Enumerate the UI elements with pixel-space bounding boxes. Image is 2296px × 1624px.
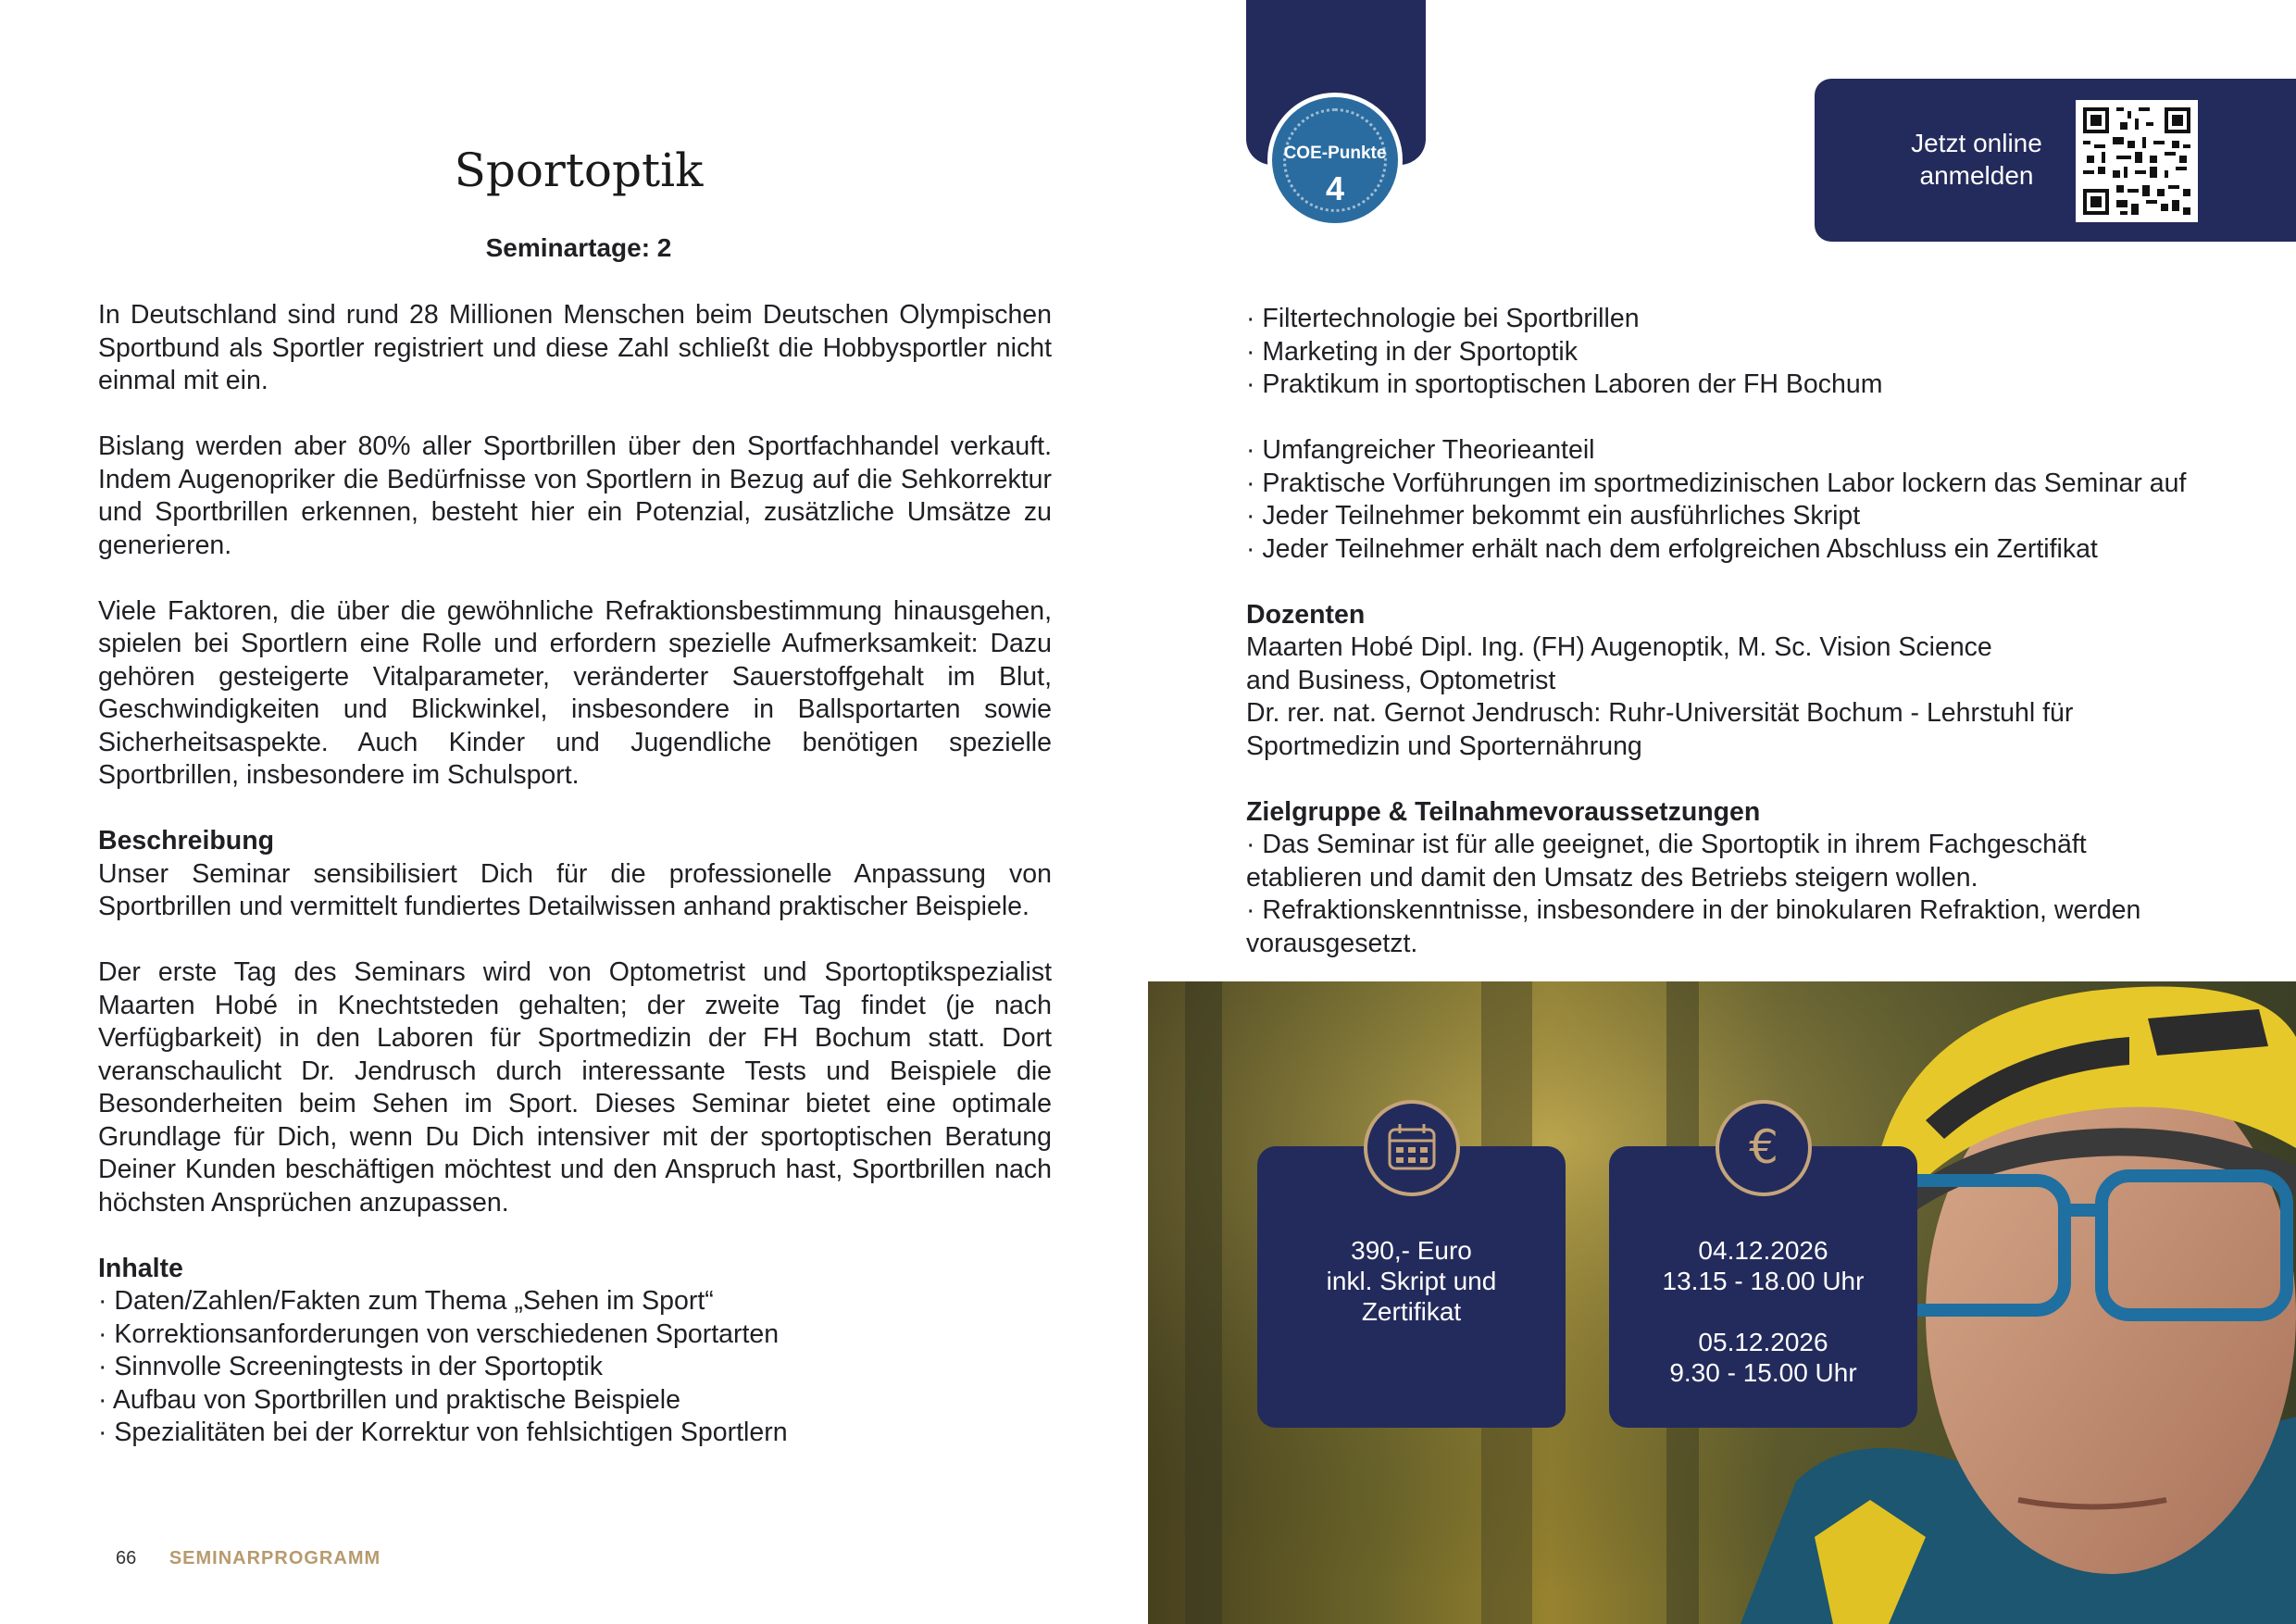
right-text-column bbox=[1246, 303, 2200, 960]
spacer bbox=[1609, 1296, 1917, 1327]
price-line: inkl. Skript und bbox=[1326, 1267, 1497, 1295]
dozenten-section bbox=[1246, 599, 2200, 764]
list-item: · Jeder Teilnehmer bekommt ein ausführliches Skript bbox=[1246, 501, 1861, 531]
seminar-days: Seminartage: 2 bbox=[485, 233, 672, 262]
inhalte-continued bbox=[1246, 303, 2200, 402]
date-line: 04.12.2026 bbox=[1698, 1236, 1828, 1265]
price-text bbox=[1257, 1235, 1566, 1327]
page-title: Sportoptik bbox=[454, 144, 704, 197]
qr-code-icon[interactable] bbox=[2076, 100, 2198, 222]
list-item: · Korrektionsanforderungen von verschiedenen Sportarten bbox=[98, 1318, 780, 1349]
ablauf-paragraph: Der erste Tag des Seminars wird von Optometrist und Sportoptikspezialist Maarten Hobé in Knechtsteden gehalten; der zweite Tag findet (je nach Verfügbarkeit) in den Laboren für Sportmedizin der FH Bochum statt. Dort veranschaulicht Dr. Jendrusch durch interessante Tests und Beispiele die Besonderheiten beim Sehen im Sport. Dieses Seminar bietet eine optimale Grundlage für Dich, wenn Du Dich intensiver mit der sportoptischen Beratung Deiner Kunden beschäftigen möchtest und den Anspruch hast, Sportbrillen nach höchsten Ansprüchen anzupassen. bbox=[98, 957, 1052, 1218]
market-paragraph: Bislang werden aber 80% aller Sportbrillen über den Sportfachhandel verkauft. Indem Augenopriker die Bedürfnisse von Sportlern in Bezug auf die Sehkorrektur und Sportbrillen erkennen, besteht hier ein Potenzial, zusätzliche Umsätze zu generieren. bbox=[98, 431, 1052, 560]
price-line: 390,- Euro bbox=[1351, 1236, 1472, 1265]
dozent-line: Maarten Hobé Dipl. Ing. (FH) Augenoptik, M. Sc. Vision Science bbox=[1246, 632, 1992, 662]
time-line: 9.30 - 15.00 Uhr bbox=[1669, 1358, 1857, 1387]
zielgruppe-heading: Zielgruppe & Teilnahmevoraussetzungen bbox=[1246, 796, 1761, 827]
online-register-box[interactable] bbox=[1815, 79, 2296, 242]
price-line: Zertifikat bbox=[1361, 1297, 1462, 1326]
dozenten-heading: Dozenten bbox=[1246, 599, 1366, 630]
price-card bbox=[1257, 1146, 1566, 1428]
time-line: 13.15 - 18.00 Uhr bbox=[1662, 1267, 1865, 1295]
list-item: · Umfangreicher Theorieanteil bbox=[1246, 435, 1595, 465]
dates-text bbox=[1609, 1235, 1917, 1388]
list-item: · Praktikum in sportoptischen Laboren der FH Bochum bbox=[1246, 369, 1883, 399]
euro-icon bbox=[1716, 1100, 1812, 1196]
register-line: Jetzt online bbox=[1911, 129, 2042, 157]
dozent-line: and Business, Optometrist bbox=[1246, 665, 1556, 695]
coe-value: 4 bbox=[1325, 169, 1345, 207]
list-item: · Marketing in der Sportoptik bbox=[1246, 336, 1578, 367]
coe-label: COE-Punkte bbox=[1283, 144, 1387, 163]
list-item: · Das Seminar ist für alle geeignet, die Sportoptik in ihrem Fachgeschäft etablieren und damit den Umsatz des Betriebs steigern wollen. bbox=[1246, 830, 2087, 893]
inhalte-list bbox=[98, 1285, 1052, 1450]
list-item: · Refraktionskenntnisse, insbesondere in der binokularen Refraktion, werden vorausgesetzt. bbox=[1246, 895, 2141, 958]
dates-card bbox=[1609, 1120, 1917, 1428]
intro-paragraph: In Deutschland sind rund 28 Millionen Menschen beim Deutschen Olympischen Sportbund als Sportler registriert und diese Zahl schließt die Hobbysportler nicht einmal mit ein. bbox=[98, 300, 1052, 395]
dozent-line: Dr. rer. nat. Gernot Jendrusch: Ruhr-Universität Bochum - Lehrstuhl für Sportmedizin und Sporternährung bbox=[1246, 698, 2074, 761]
register-line: anmelden bbox=[1919, 161, 2034, 190]
list-item: · Sinnvolle Screeningtests in der Sportoptik bbox=[98, 1352, 603, 1381]
left-text-column bbox=[98, 299, 1052, 1450]
zielgruppe-section bbox=[1246, 796, 2200, 961]
list-item: · Spezialitäten bei der Korrektur von fehlsichtigen Sportlern bbox=[98, 1418, 788, 1447]
footer-label: SEMINARPROGRAMM bbox=[168, 1548, 381, 1568]
list-item: · Filtertechnologie bei Sportbrillen bbox=[1246, 304, 1640, 333]
inhalte-section bbox=[98, 1253, 1052, 1450]
page-number: 66 bbox=[116, 1548, 137, 1568]
calendar-icon bbox=[1364, 1100, 1460, 1196]
coe-points-badge bbox=[1267, 93, 1403, 228]
list-item: · Daten/Zahlen/Fakten zum Thema „Sehen im Sport“ bbox=[98, 1286, 714, 1316]
svg-text:€: € bbox=[1749, 1120, 1778, 1174]
register-text bbox=[1870, 127, 2083, 192]
list-item: · Jeder Teilnehmer erhält nach dem erfolgreichen Abschluss ein Zertifikat bbox=[1246, 533, 2098, 564]
beschreibung-section bbox=[98, 825, 1052, 924]
factors-paragraph: Viele Faktoren, die über die gewöhnliche Refraktionsbestimmung hinausgehen, spielen bei Sportlern eine Rolle und erfordern spezielle Aufmerksamkeit: Dazu gehören gesteigerte Vitalparameter, veränderter Sauerstoffgehalt im Blut, Geschwindigkeiten und Blickwinkel, insbesondere in Ballsportarten sowie Sicherheitsaspekte. Auch Kinder und Jugendliche benötigen spezielle Sportbrillen, insbesondere im Schulsport. bbox=[98, 595, 1052, 790]
inhalte-heading: Inhalte bbox=[98, 1253, 183, 1283]
list-item: · Praktische Vorführungen im sportmedizinischen Labor lockern das Seminar auf bbox=[1246, 468, 2187, 498]
page-footer bbox=[116, 1548, 381, 1569]
list-item: · Aufbau von Sportbrillen und praktische Beispiele bbox=[98, 1384, 680, 1415]
features-list bbox=[1246, 434, 2200, 566]
date-line: 05.12.2026 bbox=[1698, 1328, 1828, 1356]
beschreibung-text: Unser Seminar sensibilisiert Dich für die professionelle Anpassung von Sportbrillen und vermittelt fundiertes Detailwissen anhand praktischer Beispiele. bbox=[98, 858, 1052, 921]
beschreibung-heading: Beschreibung bbox=[98, 826, 275, 856]
